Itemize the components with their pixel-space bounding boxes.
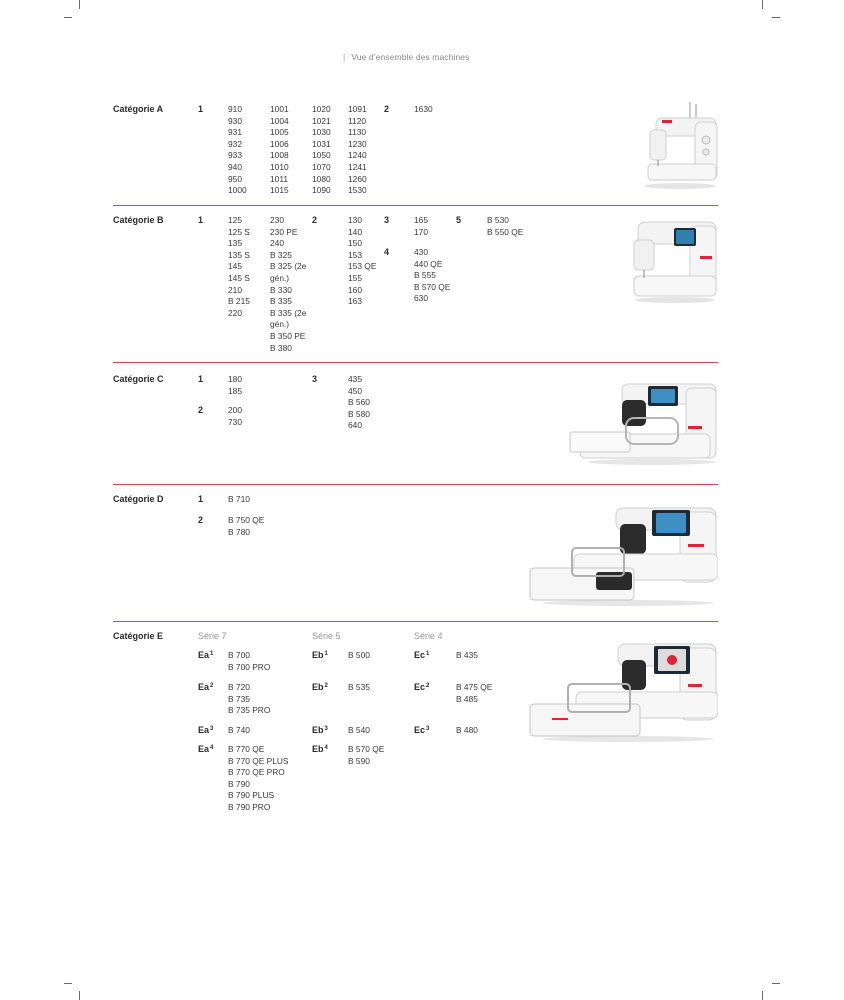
category-c-g2-models	[228, 405, 242, 428]
crop-mark	[79, 0, 80, 9]
subgroup-eb4-models	[348, 744, 384, 767]
subgroup-ea1-label	[198, 650, 213, 660]
model-number: B 335 (2e	[270, 307, 307, 318]
subgroup-ea1-models	[228, 650, 270, 673]
serie-5-heading: Série 5	[312, 631, 341, 641]
machine-image-category-c	[566, 378, 718, 466]
model-number: 630	[414, 293, 428, 304]
model-number: 1008	[270, 150, 289, 161]
model-number: 180	[228, 374, 242, 384]
category-b-group-5-number: 5	[456, 215, 462, 225]
category-a-g1-col-3	[312, 104, 331, 197]
subgroup-sup: 2	[426, 683, 430, 689]
model-number: 170	[414, 226, 428, 237]
subgroup-id: Ea	[198, 744, 210, 754]
model-number: 153	[348, 249, 362, 260]
category-e-label: Catégorie E	[113, 631, 164, 641]
model-number: 210	[228, 284, 242, 295]
model-number: B 550 QE	[487, 226, 524, 237]
model-number: 933	[228, 150, 242, 161]
model-number: B 710	[228, 494, 250, 504]
machine-image-category-a	[640, 100, 720, 192]
model-number: 1021	[312, 115, 331, 126]
model-number: 931	[228, 127, 242, 138]
model-number: B 735 PRO	[228, 705, 271, 716]
model-number: 200	[228, 405, 242, 415]
subgroup-sup: 3	[324, 726, 328, 732]
subgroup-ea4-label	[198, 744, 213, 754]
model-number: 135 S	[228, 249, 250, 260]
subgroup-sup: 3	[210, 726, 214, 732]
header-title: Vue d’ensemble des machines	[351, 52, 470, 62]
model-number: B 475 QE	[456, 682, 493, 692]
model-number: 640	[348, 420, 362, 431]
subgroup-eb1-models	[348, 650, 370, 662]
model-number: B 380	[270, 342, 292, 353]
category-b-g3-models	[414, 215, 428, 238]
model-number: B 740	[228, 725, 250, 735]
model-number: 145 S	[228, 272, 250, 283]
category-b-group-3-number: 3	[384, 215, 390, 225]
crop-mark	[64, 983, 72, 984]
model-number: B 770 QE	[228, 744, 265, 754]
model-number: B 790 PLUS	[228, 790, 275, 801]
subgroup-ea3-models	[228, 725, 250, 737]
model-number: 1020	[312, 104, 331, 114]
model-number: 130	[348, 215, 362, 225]
model-number: 950	[228, 173, 242, 184]
model-number: 440 QE	[414, 258, 443, 269]
serie-4-heading: Série 4	[414, 631, 443, 641]
subgroup-ea2-models	[228, 682, 270, 717]
subgroup-id: Ea	[198, 725, 210, 735]
machine-image-category-d	[528, 504, 718, 608]
model-number: 1015	[270, 185, 289, 196]
model-number: B 555	[414, 270, 436, 281]
category-b-g4-models	[414, 247, 450, 305]
model-number: 1031	[312, 138, 331, 149]
category-c-group-3-number: 3	[312, 374, 318, 384]
model-number: B 780	[228, 526, 250, 537]
model-number: B 215	[228, 296, 250, 307]
category-c-group-1-number: 1	[198, 374, 204, 384]
model-number: 1004	[270, 115, 289, 126]
model-number: 1070	[312, 161, 331, 172]
model-number: B 485	[456, 693, 478, 704]
category-b-g1-col-1	[228, 215, 250, 319]
crop-mark	[772, 983, 780, 984]
subgroup-id: Eb	[312, 682, 324, 692]
category-a-g2-models	[414, 104, 433, 116]
model-number: 1010	[270, 161, 289, 172]
model-number: B 500	[348, 650, 370, 660]
model-number: 1050	[312, 150, 331, 161]
model-number: B 325 (2e	[270, 261, 307, 272]
machine-image-category-e	[528, 640, 718, 744]
model-number: 1091	[348, 104, 367, 114]
model-number: B 535	[348, 682, 370, 692]
model-number: B 480	[456, 725, 478, 735]
model-number: B 325	[270, 249, 292, 260]
category-c-group-2-number: 2	[198, 405, 204, 415]
subgroup-id: Ea	[198, 682, 210, 692]
category-divider	[113, 621, 718, 622]
category-divider	[113, 484, 718, 485]
subgroup-ea4-models	[228, 744, 289, 814]
category-a-label: Catégorie A	[113, 104, 164, 114]
model-number: 932	[228, 138, 242, 149]
subgroup-sup: 2	[324, 683, 328, 689]
subgroup-ec2-models	[456, 682, 492, 705]
serie-7-heading: Série 7	[198, 631, 227, 641]
category-b-g1-col-2	[270, 215, 306, 354]
model-number: 1130	[348, 127, 367, 138]
model-number: B 350 PE	[270, 330, 306, 341]
category-c-g1-models	[228, 374, 242, 397]
subgroup-id: Eb	[312, 650, 324, 660]
model-number: 163	[348, 296, 362, 307]
subgroup-ea3-label	[198, 725, 213, 735]
model-number: 155	[348, 272, 362, 283]
crop-mark	[762, 0, 763, 9]
model-number: 450	[348, 385, 362, 396]
model-number: 153 QE	[348, 261, 377, 272]
model-number: B 735	[228, 693, 250, 704]
crop-mark	[772, 17, 780, 18]
category-d-group-1-number: 1	[198, 494, 204, 504]
model-number: B 700	[228, 650, 250, 660]
subgroup-id: Eb	[312, 725, 324, 735]
model-number: 125 S	[228, 226, 250, 237]
category-a-group-1-number: 1	[198, 104, 204, 114]
subgroup-id: Ec	[414, 725, 426, 735]
subgroup-eb2-label	[312, 682, 328, 692]
category-c-g3-models	[348, 374, 370, 432]
model-number: 140	[348, 226, 362, 237]
subgroup-id: Ec	[414, 682, 426, 692]
model-number: 930	[228, 115, 242, 126]
subgroup-eb2-models	[348, 682, 370, 694]
model-number: 230	[270, 215, 284, 225]
subgroup-id: Ea	[198, 650, 210, 660]
model-number: B 790 PRO	[228, 801, 271, 812]
category-b-g5-models	[487, 215, 523, 238]
category-d-g1-models	[228, 494, 250, 506]
crop-mark	[79, 991, 80, 1000]
model-number: 1240	[348, 150, 367, 161]
subgroup-sup: 2	[210, 683, 214, 689]
model-number: 1630	[414, 104, 433, 114]
model-number: 730	[228, 416, 242, 427]
model-number: B 570 QE	[414, 281, 451, 292]
subgroup-sup: 4	[324, 745, 328, 751]
model-number: 145	[228, 261, 242, 272]
subgroup-ec1-label	[414, 650, 429, 660]
model-number: B 335	[270, 296, 292, 307]
model-number: 1230	[348, 138, 367, 149]
model-number: 430	[414, 247, 428, 257]
model-number: 240	[270, 238, 284, 249]
model-number: B 560	[348, 397, 370, 408]
subgroup-sup: 3	[426, 726, 430, 732]
model-number: 1241	[348, 161, 367, 172]
model-number: 910	[228, 104, 242, 114]
subgroup-sup: 1	[324, 651, 328, 657]
model-number: B 435	[456, 650, 478, 660]
category-b-group-2-number: 2	[312, 215, 318, 225]
model-number: gén.)	[270, 272, 290, 283]
subgroup-ec2-label	[414, 682, 429, 692]
model-number: 1030	[312, 127, 331, 138]
model-number: 125	[228, 215, 242, 225]
model-number: B 790	[228, 778, 250, 789]
model-number: B 720	[228, 682, 250, 692]
model-number: B 700 PRO	[228, 661, 271, 672]
subgroup-eb3-models	[348, 725, 370, 737]
model-number: 1120	[348, 115, 367, 126]
model-number: 135	[228, 238, 242, 249]
subgroup-id: Ec	[414, 650, 426, 660]
model-number: 185	[228, 385, 242, 396]
category-b-g2-models	[348, 215, 376, 308]
subgroup-id: Eb	[312, 744, 324, 754]
model-number: 150	[348, 238, 362, 249]
category-d-group-2-number: 2	[198, 515, 204, 525]
model-number: 1090	[312, 185, 331, 196]
header-separator: |	[343, 52, 346, 62]
category-b-group-4-number: 4	[384, 247, 390, 257]
model-number: B 580	[348, 408, 370, 419]
model-number: 220	[228, 307, 242, 318]
machine-image-category-b	[630, 216, 720, 304]
model-number: 1080	[312, 173, 331, 184]
category-divider	[113, 205, 718, 206]
model-number: B 770 QE PRO	[228, 767, 285, 778]
model-number: 160	[348, 284, 362, 295]
category-d-label: Catégorie D	[113, 494, 164, 504]
model-number: B 540	[348, 725, 370, 735]
category-a-g1-col-2	[270, 104, 289, 197]
model-number: 435	[348, 374, 362, 384]
model-number: B 330	[270, 284, 292, 295]
subgroup-eb1-label	[312, 650, 328, 660]
model-number: 1000	[228, 185, 247, 196]
category-c-label: Catégorie C	[113, 374, 164, 384]
model-number: 1001	[270, 104, 289, 114]
subgroup-ea2-label	[198, 682, 213, 692]
model-number: gén.)	[270, 319, 290, 330]
subgroup-sup: 1	[426, 651, 430, 657]
running-header	[343, 52, 469, 62]
subgroup-sup: 4	[210, 745, 214, 751]
model-number: 1006	[270, 138, 289, 149]
category-a-g1-col-4	[348, 104, 367, 197]
model-number: 1260	[348, 173, 367, 184]
model-number: B 590	[348, 755, 370, 766]
subgroup-ec3-label	[414, 725, 429, 735]
model-number: B 530	[487, 215, 509, 225]
category-a-g1-col-1	[228, 104, 247, 197]
model-number: 1011	[270, 173, 289, 184]
model-number: 940	[228, 161, 242, 172]
model-number: B 770 QE PLUS	[228, 755, 289, 766]
subgroup-ec3-models	[456, 725, 478, 737]
model-number: 1005	[270, 127, 289, 138]
model-number: 1530	[348, 185, 367, 196]
category-b-group-1-number: 1	[198, 215, 204, 225]
model-number: 165	[414, 215, 428, 225]
category-b-label: Catégorie B	[113, 215, 164, 225]
category-d-g2-models	[228, 515, 264, 538]
subgroup-eb3-label	[312, 725, 328, 735]
category-divider	[113, 362, 718, 363]
category-a-group-2-number: 2	[384, 104, 390, 114]
subgroup-eb4-label	[312, 744, 328, 754]
model-number: B 750 QE	[228, 515, 265, 525]
subgroup-sup: 1	[210, 651, 214, 657]
crop-mark	[64, 17, 72, 18]
subgroup-ec1-models	[456, 650, 478, 662]
model-number: B 570 QE	[348, 744, 385, 754]
model-number: 230 PE	[270, 226, 298, 237]
crop-mark	[762, 991, 763, 1000]
